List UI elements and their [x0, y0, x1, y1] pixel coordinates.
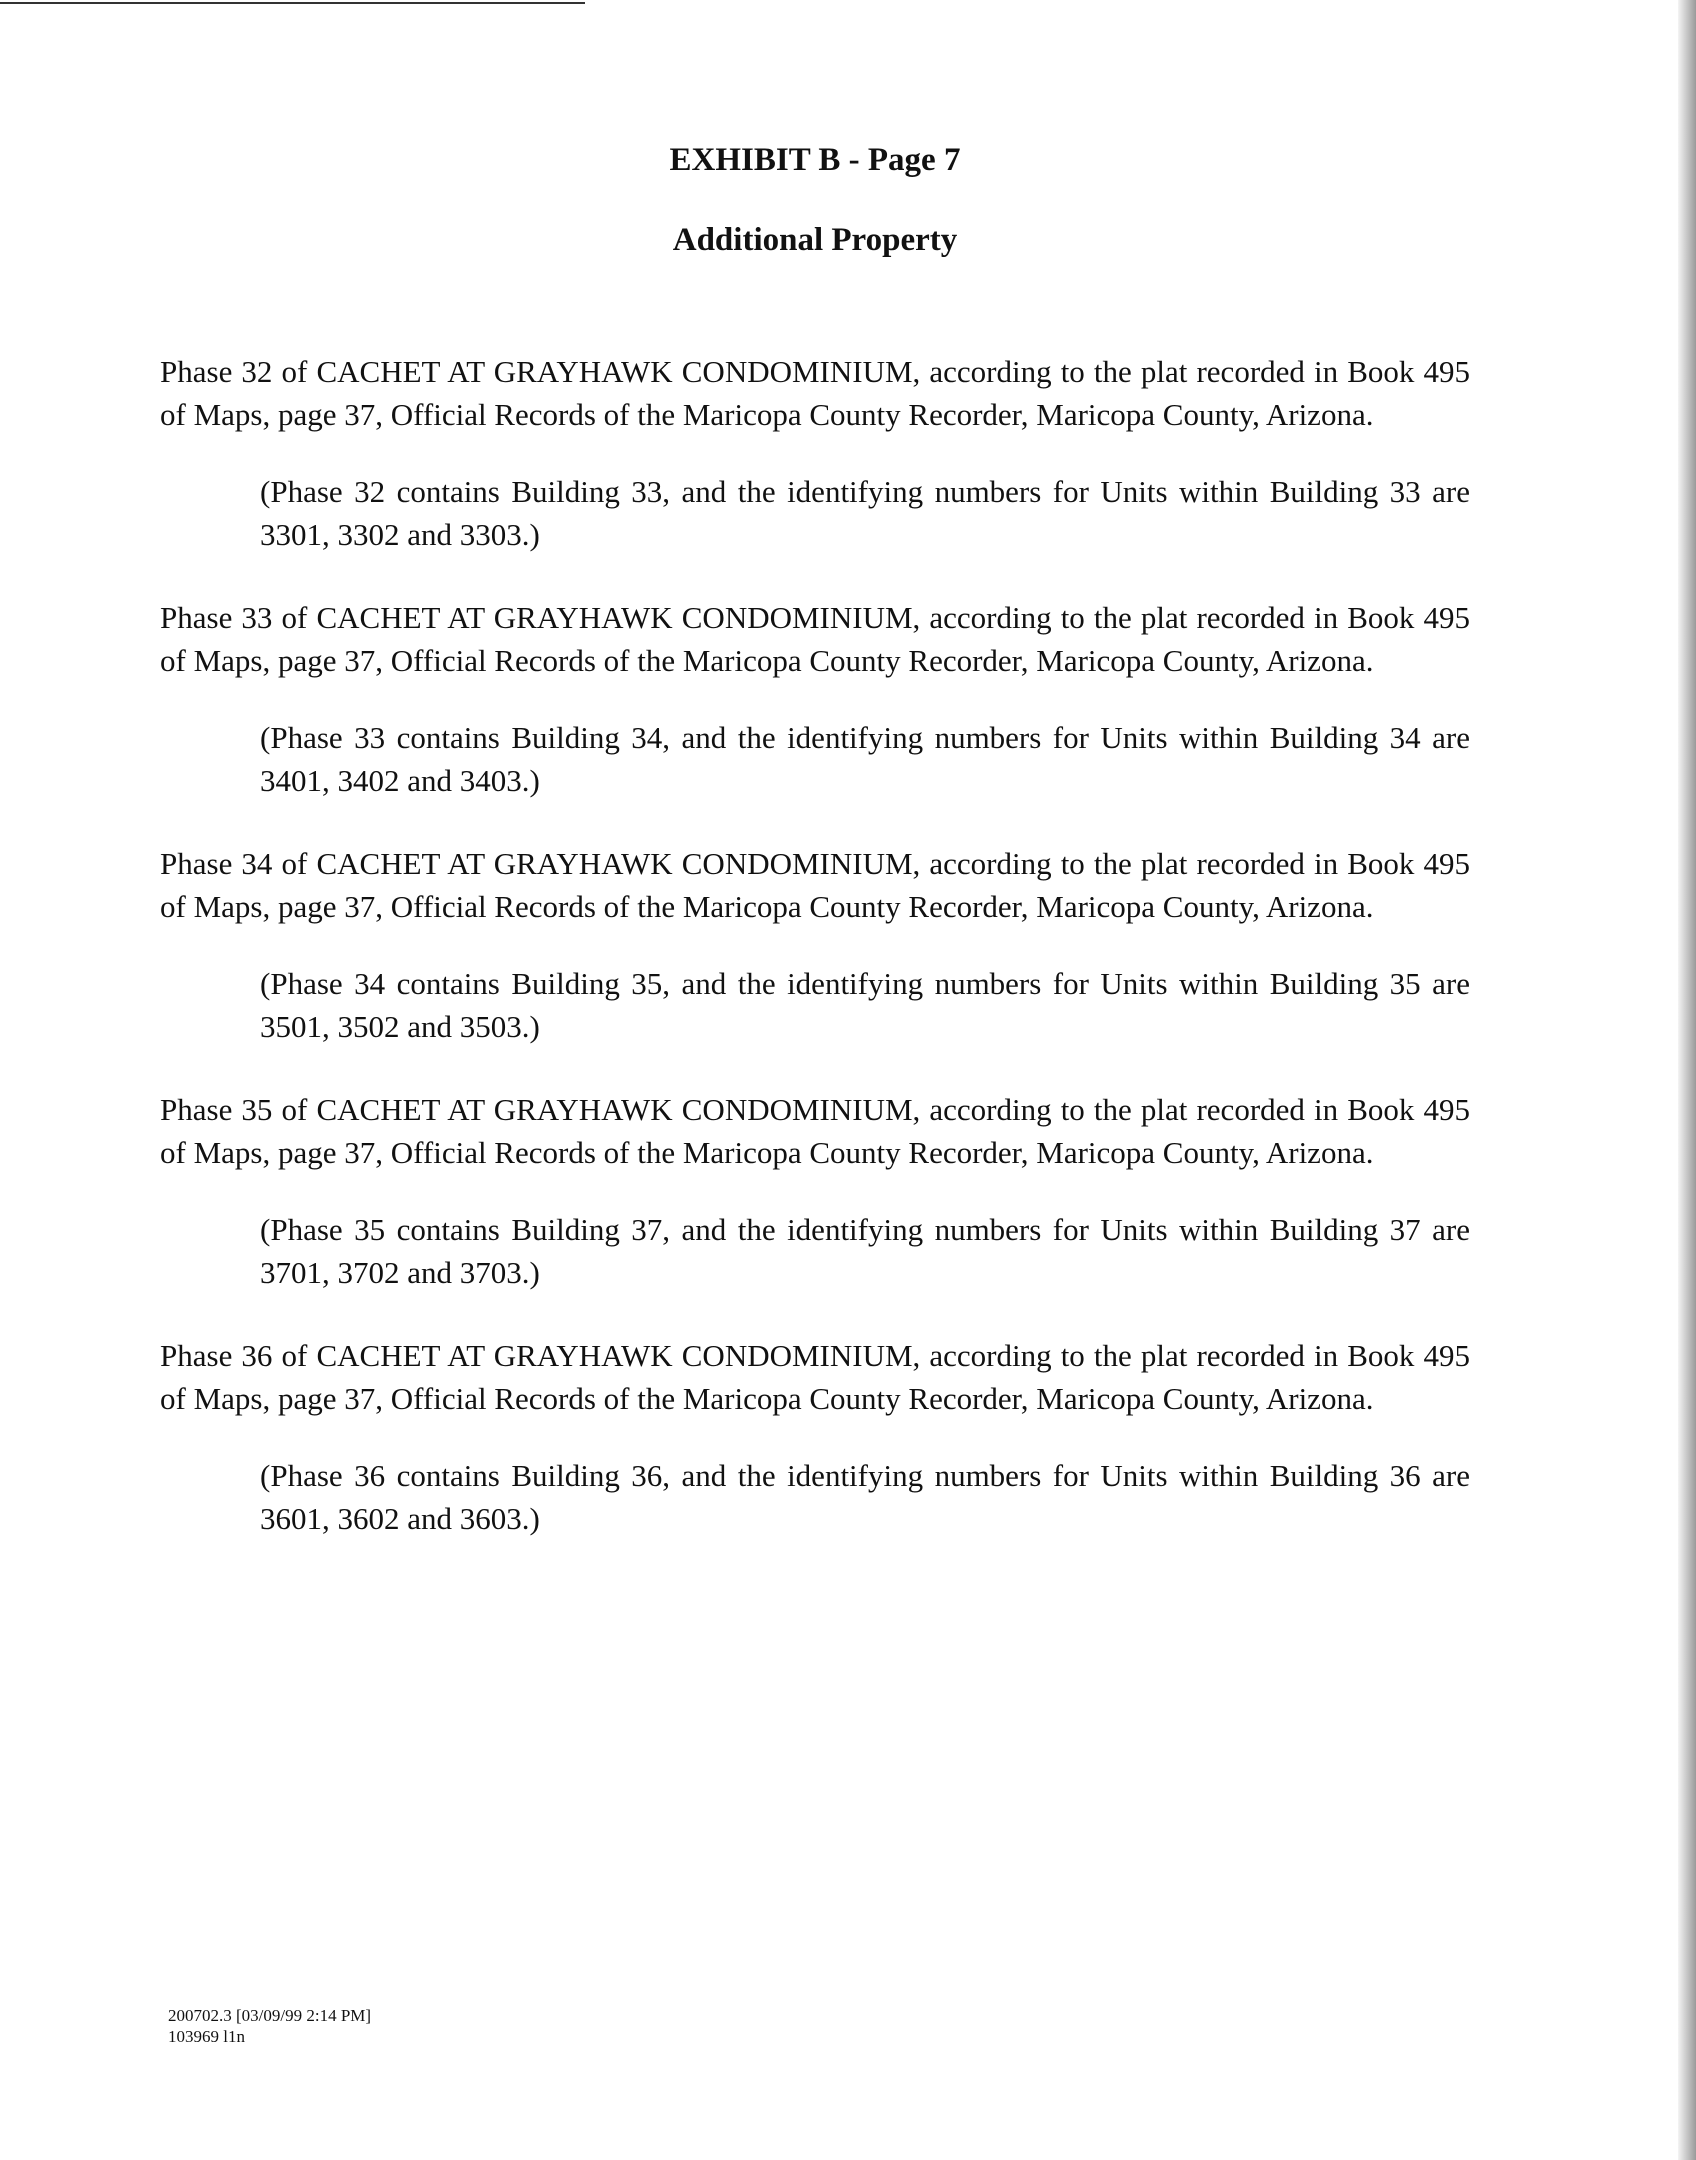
footer-doc-id: 103969 l1n: [168, 2027, 245, 2046]
clause-list: [160, 350, 1470, 1540]
phase-building-note: (Phase 34 contains Building 35, and the identifying numbers for Units within Building 35 are 3501, 3502 and 3503.): [260, 966, 1470, 1044]
phase-clause: [160, 1088, 1470, 1294]
exhibit-title: EXHIBIT B - Page 7: [669, 142, 961, 178]
phase-building-note: (Phase 36 contains Building 36, and the identifying numbers for Units within Building 36 are 3601, 3602 and 3603.): [260, 1458, 1470, 1536]
phase-clause: [160, 350, 1470, 556]
phase-building-note: (Phase 32 contains Building 33, and the identifying numbers for Units within Building 33 are 3301, 3302 and 3303.): [260, 474, 1470, 552]
phase-building-note: (Phase 33 contains Building 34, and the identifying numbers for Units within Building 34 are 3401, 3402 and 3403.): [260, 720, 1470, 798]
phase-building-note: (Phase 35 contains Building 37, and the identifying numbers for Units within Building 37 are 3701, 3702 and 3703.): [260, 1212, 1470, 1290]
phase-description: Phase 32 of CACHET AT GRAYHAWK CONDOMINIUM, according to the plat recorded in Book 495 of Maps, page 37, Official Records of the Maricopa County Recorder, Maricopa County, Arizona.: [160, 354, 1470, 432]
footer-doc-reference: 200702.3 [03/09/99 2:14 PM]: [168, 2006, 372, 2025]
document-footer: [168, 2005, 371, 2047]
phase-description: Phase 35 of CACHET AT GRAYHAWK CONDOMINIUM, according to the plat recorded in Book 495 of Maps, page 37, Official Records of the Maricopa County Recorder, Maricopa County, Arizona.: [160, 1092, 1470, 1170]
phase-description: Phase 36 of CACHET AT GRAYHAWK CONDOMINIUM, according to the plat recorded in Book 495 of Maps, page 37, Official Records of the Maricopa County Recorder, Maricopa County, Arizona.: [160, 1338, 1470, 1416]
phase-clause: [160, 596, 1470, 802]
phase-description: Phase 33 of CACHET AT GRAYHAWK CONDOMINIUM, according to the plat recorded in Book 495 of Maps, page 37, Official Records of the Maricopa County Recorder, Maricopa County, Arizona.: [160, 600, 1470, 678]
scan-top-line: [0, 2, 585, 4]
phase-clause: [160, 842, 1470, 1048]
document-page: [160, 140, 1470, 1580]
phase-description: Phase 34 of CACHET AT GRAYHAWK CONDOMINIUM, according to the plat recorded in Book 495 of Maps, page 37, Official Records of the Maricopa County Recorder, Maricopa County, Arizona.: [160, 846, 1470, 924]
phase-clause: [160, 1334, 1470, 1540]
scan-right-edge: [1678, 0, 1696, 2160]
section-title: Additional Property: [672, 222, 958, 258]
